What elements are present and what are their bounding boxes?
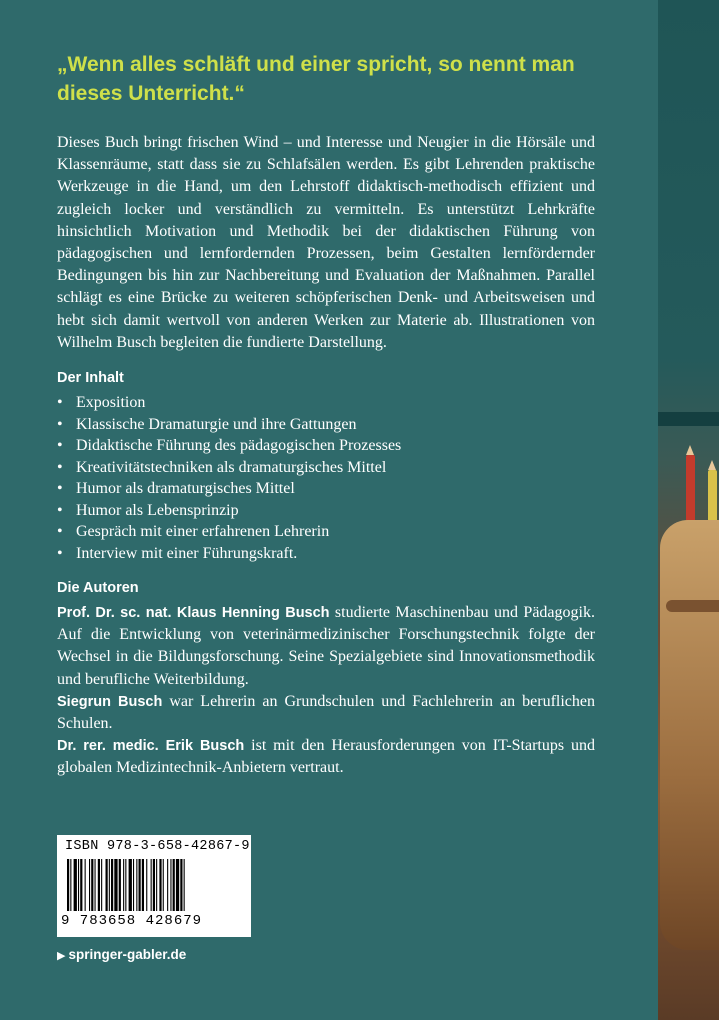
barcode-bar (123, 859, 124, 911)
bullet-icon: • (57, 394, 63, 412)
barcode-bar (125, 859, 126, 911)
barcode-bar (80, 859, 82, 911)
list-item: • Didaktische Führung des pädagogischen Prozesses (57, 435, 595, 457)
list-item: • Humor als Lebensprinzip (57, 500, 595, 522)
list-item: • Interview mit einer Führungskraft. (57, 543, 595, 565)
isbn-barcode (57, 835, 251, 937)
barcode-bar (119, 859, 121, 911)
barcode-bar (170, 859, 171, 911)
barcode-bar (176, 859, 179, 911)
barcode-bar (101, 859, 102, 911)
barcode-bars (67, 859, 241, 911)
barcode-bar (142, 859, 144, 911)
barcode-bar (146, 859, 147, 911)
intro-paragraph: Dieses Buch bringt frischen Wind – und Interesse und Neugier in die Hörsäle und Klassenräume, statt dass sie zu Schlafsälen werden. Es gibt Lehrenden praktische Werkzeuge in die Hand, um den Lehrstoff didaktisch-methodisch effizient und zugleich locker und verständlich zu vermitteln. Es unterstützt Lehrkräfte hinsichtlich Motivation und Methodik bei der didaktischen Führung von pädagogischen und lernfordernden Prozessen, beim Gestalten lernfördernder Bedingungen bis hin zur Nachbereitung und Evaluation der Maßnahmen. Parallel schlägt es eine Brücke zu weiteren schöpferischen Denk- und Arbeitsweisen und hebt sich damit wertvoll von anderen Werken zur Materie ab. Illustrationen von Wilhelm Busch begleiten die fundierte Darstellung. (57, 134, 595, 351)
barcode-digits: 9 783658 428679 (61, 913, 203, 929)
list-item: • Humor als dramaturgisches Mittel (57, 478, 595, 500)
barcode-bar (91, 859, 93, 911)
barcode-bar (98, 859, 100, 911)
barcode-bar (153, 859, 155, 911)
author-bio: Prof. Dr. sc. nat. Klaus Henning Busch studierte Maschinenbau und Pädagogik. Auf die Entwicklung von veterinärmedizinischer Forschungstechnik folgte der Wechsel in die Bildungsforschung. Seine Spezialgebiete sind Innovationsmethodik und berufliche Weiterbildung. (57, 604, 595, 688)
barcode-bar (67, 859, 69, 911)
barcode-bar (78, 859, 79, 911)
barcode-bar (85, 859, 86, 911)
bullet-icon: • (57, 544, 63, 562)
cover-quote: „Wenn alles schläft und einer spricht, so nennt man dieses Unterricht.“ (57, 53, 575, 105)
barcode-bar (173, 859, 175, 911)
barcode-bar (167, 859, 168, 911)
bullet-icon: • (57, 523, 63, 541)
bullet-icon: • (57, 437, 63, 455)
list-item: • Klassische Dramaturgie und ihre Gattungen (57, 414, 595, 436)
authors-heading: Die Autoren (57, 580, 139, 597)
author-bio: Dr. rer. medic. Erik Busch ist mit den Herausforderungen von IT-Startups und globalen Medizintechnik-Anbietern vertraut. (57, 737, 595, 777)
list-item: • Exposition (57, 392, 595, 414)
arrow-right-icon: ▶ (57, 950, 66, 962)
barcode-bar (95, 859, 96, 911)
bullet-icon: • (57, 458, 63, 476)
barcode-bar (159, 859, 161, 911)
barcode-bar (163, 859, 164, 911)
website-url: springer-gabler.de (68, 947, 187, 962)
barcode-bar (70, 859, 71, 911)
barcode-bar (136, 859, 137, 911)
bullet-icon: • (57, 501, 63, 519)
shelf-edge (658, 412, 719, 426)
bullet-icon: • (57, 480, 63, 498)
barcode-bar (111, 859, 113, 911)
barcode-bar (151, 859, 152, 911)
contents-list (57, 392, 595, 564)
bullet-icon: • (57, 415, 63, 433)
barcode-bar (156, 859, 157, 911)
back-cover-text (57, 50, 595, 780)
author-name: Prof. Dr. sc. nat. Klaus Henning Busch (57, 605, 330, 622)
author-bio: Siegrun Busch war Lehrerin an Grundschulen und Fachlehrerin an beruflichen Schulen. (57, 692, 595, 733)
barcode-bar (89, 859, 90, 911)
barcode-bar (109, 859, 110, 911)
isbn-label: ISBN 978-3-658-42867-9 (65, 839, 250, 854)
publisher-website[interactable] (57, 947, 186, 962)
list-item: • Kreativitätstechniken als dramaturgisches Mittel (57, 457, 595, 479)
contents-heading: Der Inhalt (57, 370, 124, 387)
school-bag-illustration (660, 520, 719, 950)
author-name: Siegrun Busch (57, 693, 163, 710)
barcode-bar (139, 859, 141, 911)
author-name: Dr. rer. medic. Erik Busch (57, 738, 245, 755)
barcode-bar (106, 859, 108, 911)
barcode-bar (180, 859, 182, 911)
barcode-bar (129, 859, 132, 911)
cover-photo-strip (658, 0, 719, 1020)
list-item: • Gespräch mit einer erfahrenen Lehrerin (57, 521, 595, 543)
barcode-bar (184, 859, 185, 911)
barcode-bar (114, 859, 117, 911)
barcode-bar (74, 859, 77, 911)
barcode-bar (133, 859, 134, 911)
school-bag-strap (666, 600, 719, 612)
